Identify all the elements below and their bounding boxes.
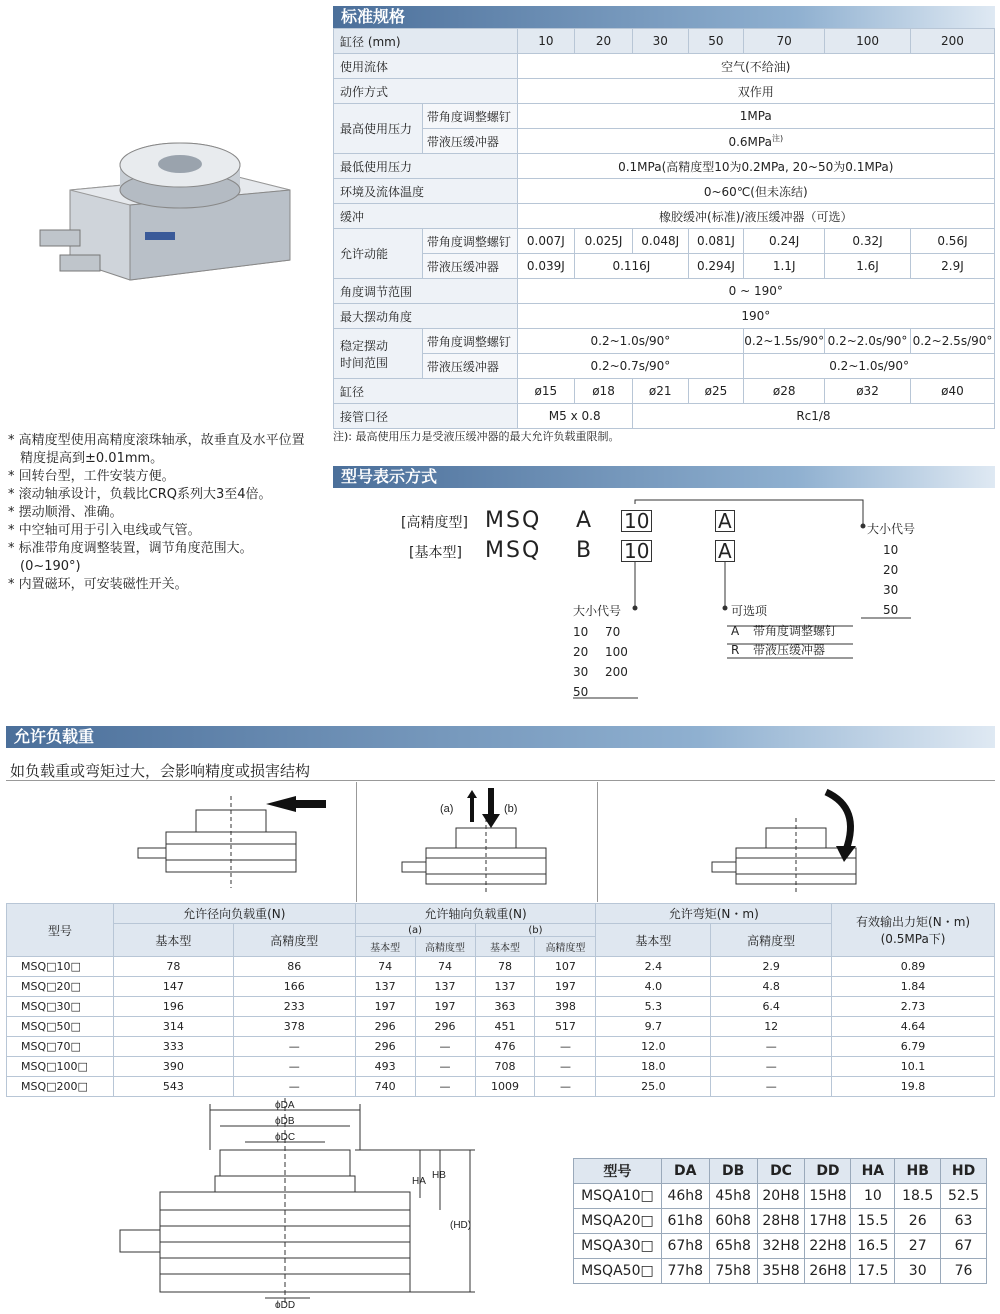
stable-value: 0.2~1.0s/90° [744, 354, 995, 379]
dimension-svg [110, 1098, 510, 1308]
value-cell: 543 [113, 1077, 233, 1097]
value-cell: 197 [355, 997, 415, 1017]
value-cell: 0.89 [832, 957, 995, 977]
load-body [7, 957, 995, 1097]
dim-header-cell: HB [895, 1159, 941, 1184]
energy-value: 0.24J [744, 229, 825, 254]
header-moment: 允许弯矩(N・m) [596, 904, 832, 924]
value-cell: 18.5 [895, 1184, 941, 1209]
size-value: 30 [573, 665, 589, 679]
max-angle-label: 最大摆动角度 [334, 304, 518, 329]
value-cell: — [535, 1037, 596, 1057]
value-cell: 314 [113, 1017, 233, 1037]
angle-range-value: 0 ~ 190° [517, 279, 994, 304]
dim-header-row [574, 1159, 987, 1184]
bore-value: 30 [632, 29, 688, 54]
value-cell: 9.7 [596, 1017, 711, 1037]
table-row [7, 977, 995, 997]
value-cell: 75h8 [709, 1259, 757, 1284]
value-cell: 15.5 [851, 1209, 895, 1234]
value-cell: 63 [941, 1209, 987, 1234]
option-desc: 带角度调整螺钉 [753, 624, 838, 638]
feature-item: * 高精度型使用高精度滚珠轴承，故垂直及水平位置精度提高到±0.01mm。 [8, 433, 305, 466]
value-cell: 296 [355, 1017, 415, 1037]
value-cell: 517 [535, 1017, 596, 1037]
spec-row-energy-damper [334, 254, 995, 279]
cyl-value: ø28 [744, 379, 825, 404]
energy-value: 0.007J [517, 229, 575, 254]
cushion-label: 缓冲 [334, 204, 518, 229]
spec-row-maxp-damper [334, 129, 995, 154]
option-title: 可选项 [731, 604, 768, 618]
value-cell: — [233, 1077, 355, 1097]
value-cell: 60h8 [709, 1209, 757, 1234]
header-model: 型号 [7, 904, 114, 957]
feature-list [8, 432, 308, 594]
value-cell: 76 [941, 1259, 987, 1284]
value-cell: 708 [475, 1057, 535, 1077]
option-code-box: A [715, 510, 735, 532]
value-cell: 147 [113, 977, 233, 997]
size-value: 70 [605, 625, 621, 639]
sub-label-screw: 带角度调整螺钉 [422, 104, 517, 129]
value-cell: 22H8 [805, 1234, 851, 1259]
value-cell: 296 [415, 1017, 475, 1037]
max-angle-value: 190° [517, 304, 994, 329]
value-cell: — [415, 1057, 475, 1077]
ha-label: HA [412, 1176, 426, 1187]
feature-item: * 回转台型，工件安装方便。 [8, 469, 175, 484]
header-basic: 基本型 [596, 924, 711, 957]
value-cell: 493 [355, 1057, 415, 1077]
table-row [574, 1184, 987, 1209]
load-header-row [7, 904, 995, 924]
feature-item: * 标准带角度调整装置，调节角度范围大。(0~190°) [8, 541, 253, 574]
table-row [7, 957, 995, 977]
energy-value: 0.32J [825, 229, 911, 254]
energy-value: 2.9J [910, 254, 994, 279]
cyl-value: ø25 [688, 379, 744, 404]
fluid-label: 使用流体 [334, 54, 518, 79]
bore-value: 70 [744, 29, 825, 54]
stable-label [334, 329, 423, 379]
spec-row-action [334, 79, 995, 104]
model-cell: MSQA30□ [574, 1234, 662, 1259]
spec-row-minp [334, 154, 995, 179]
value-cell: 4.0 [596, 977, 711, 997]
sub-label-damper: 带液压缓冲器 [422, 354, 517, 379]
value-cell: 107 [535, 957, 596, 977]
value-cell: 378 [233, 1017, 355, 1037]
size-value: 10 [573, 625, 589, 639]
value-cell: 77h8 [661, 1259, 709, 1284]
value-cell: 25.0 [596, 1077, 711, 1097]
dim-body [574, 1184, 987, 1284]
value-cell: 333 [113, 1037, 233, 1057]
sub-label-damper: 带液压缓冲器 [422, 129, 517, 154]
table-row [574, 1234, 987, 1259]
header-basic: 基本型 [475, 937, 535, 957]
value-cell: 46h8 [661, 1184, 709, 1209]
value-cell: 4.64 [832, 1017, 995, 1037]
maxp-damper-cell [517, 129, 994, 154]
value-cell: — [711, 1037, 832, 1057]
spec-section-title: 标准规格 [333, 6, 995, 28]
bore-value: 20 [575, 29, 633, 54]
port-label: 接管口径 [334, 404, 518, 429]
value-cell: 67h8 [661, 1234, 709, 1259]
spec-row-bore [334, 29, 995, 54]
value-cell: 86 [233, 957, 355, 977]
dimension-drawing [110, 1098, 510, 1308]
table-row [574, 1209, 987, 1234]
table-row [7, 1077, 995, 1097]
fluid-value: 空气(不给油) [517, 54, 994, 79]
value-cell: 78 [475, 957, 535, 977]
sub-label-damper: 带液压缓冲器 [422, 254, 517, 279]
spec-row-stable-damper [334, 354, 995, 379]
model-code-diagram [333, 492, 995, 707]
energy-value: 1.1J [744, 254, 825, 279]
table-row [7, 997, 995, 1017]
table-row [574, 1259, 987, 1284]
maxp-label: 最高使用压力 [334, 104, 423, 154]
value-cell: — [415, 1077, 475, 1097]
value-cell: 2.73 [832, 997, 995, 1017]
header-a: (a) [355, 924, 475, 937]
spec-row-port [334, 404, 995, 429]
option-code: R [731, 643, 740, 657]
load-subtitle: 如负载重或弯矩过大，会影响精度或损害结构 [10, 762, 311, 780]
sub-label-screw: 带角度调整螺钉 [422, 329, 517, 354]
series-code: MSQ [485, 538, 542, 563]
value-cell: 45h8 [709, 1184, 757, 1209]
header-torque [832, 904, 995, 957]
size2-list [883, 540, 898, 620]
feature-item: * 滚动轴承设计，负载比CRQ系列大3至4倍。 [8, 487, 272, 502]
model-cell: MSQA20□ [574, 1209, 662, 1234]
value-cell: — [711, 1057, 832, 1077]
size-list [573, 622, 643, 702]
spec-row-angle-range [334, 279, 995, 304]
value-cell: 6.79 [832, 1037, 995, 1057]
value-cell: 4.8 [711, 977, 832, 997]
value-cell: 20H8 [757, 1184, 805, 1209]
minp-value: 0.1MPa(高精度型10为0.2MPa, 20~50为0.1MPa) [517, 154, 994, 179]
size2-value: 30 [883, 583, 899, 597]
cyl-value: ø18 [575, 379, 633, 404]
cyl-label: 缸径 [334, 379, 518, 404]
moment-load-diagram [706, 788, 876, 892]
dim-header-cell: 型号 [574, 1159, 662, 1184]
value-cell: 26H8 [805, 1259, 851, 1284]
size2-value: 50 [883, 603, 899, 617]
high-precision-label: [高精度型] [401, 515, 468, 531]
model-section-title: 型号表示方式 [333, 466, 995, 488]
value-cell: 52.5 [941, 1184, 987, 1209]
table-row [7, 1057, 995, 1077]
dc-label: ϕDC [275, 1132, 296, 1143]
stable-value: 0.2~2.0s/90° [825, 329, 911, 354]
feature-item: * 中空轴可用于引入电线或气管。 [8, 523, 201, 538]
value-cell: 1.84 [832, 977, 995, 997]
value-cell: 61h8 [661, 1209, 709, 1234]
size-title: 大小代号 [573, 604, 622, 618]
value-cell: 15H8 [805, 1184, 851, 1209]
cushion-value: 橡胶缓冲(标准)/液压缓冲器（可选） [517, 204, 994, 229]
stable-value: 0.2~2.5s/90° [910, 329, 994, 354]
energy-label: 允许动能 [334, 229, 423, 279]
size-value: 50 [573, 685, 589, 699]
value-cell: 18.0 [596, 1057, 711, 1077]
value-cell: — [415, 1037, 475, 1057]
value-cell: 12 [711, 1017, 832, 1037]
value-cell: 363 [475, 997, 535, 1017]
sub-label-screw: 带角度调整螺钉 [422, 229, 517, 254]
type-b-code: B [576, 538, 592, 563]
value-cell: 476 [475, 1037, 535, 1057]
basic-label: [基本型] [409, 545, 462, 561]
cyl-value: ø40 [910, 379, 994, 404]
stable-label-line: 时间范围 [340, 355, 389, 370]
angle-range-label: 角度调节范围 [334, 279, 518, 304]
value-cell: 390 [113, 1057, 233, 1077]
size-value: 200 [605, 665, 628, 679]
value-cell: 74 [415, 957, 475, 977]
energy-value: 0.039J [517, 254, 575, 279]
model-cell: MSQ□100□ [7, 1057, 114, 1077]
size2-title: 大小代号 [867, 522, 916, 536]
header-basic: 基本型 [113, 924, 233, 957]
value-cell: 137 [355, 977, 415, 997]
size-code-box: 10 [621, 510, 652, 532]
stable-label-line: 稳定摆动 [340, 338, 389, 353]
stable-value: 0.2~1.0s/90° [517, 329, 744, 354]
value-cell: 10.1 [832, 1057, 995, 1077]
value-cell: — [233, 1057, 355, 1077]
value-cell: 67 [941, 1234, 987, 1259]
value-cell: 16.5 [851, 1234, 895, 1259]
model-cell: MSQ□50□ [7, 1017, 114, 1037]
energy-value: 0.116J [575, 254, 688, 279]
spec-row-temp [334, 179, 995, 204]
value-cell: 451 [475, 1017, 535, 1037]
header-axial: 允许轴向负载重(N) [355, 904, 596, 924]
option-code-box: A [715, 540, 735, 562]
value-cell: 398 [535, 997, 596, 1017]
value-cell: — [535, 1077, 596, 1097]
value-cell: 78 [113, 957, 233, 977]
stable-value: 0.2~1.5s/90° [744, 329, 825, 354]
size-code-box: 10 [621, 540, 652, 562]
torque-line: (0.5MPa下) [880, 932, 946, 946]
bore-value: 10 [517, 29, 575, 54]
dimension-table [573, 1158, 987, 1284]
size2-value: 20 [883, 563, 899, 577]
dd-label: ϕDD [275, 1300, 296, 1308]
dim-header-cell: DA [661, 1159, 709, 1184]
spec-row-cushion [334, 204, 995, 229]
spec-row-energy-screw [334, 229, 995, 254]
feature-item: * 摆动顺滑、准确。 [8, 505, 123, 520]
action-label: 动作方式 [334, 79, 518, 104]
model-cell: MSQ□20□ [7, 977, 114, 997]
option-row [731, 641, 825, 658]
stable-value: 0.2~0.7s/90° [517, 354, 744, 379]
dim-header-cell: DC [757, 1159, 805, 1184]
bore-value: 200 [910, 29, 994, 54]
energy-value: 0.081J [688, 229, 744, 254]
model-cell: MSQ□10□ [7, 957, 114, 977]
option-row [731, 622, 837, 639]
series-code: MSQ [485, 508, 542, 533]
spec-row-maxp-screw [334, 104, 995, 129]
value-cell: 65h8 [709, 1234, 757, 1259]
value-cell: 233 [233, 997, 355, 1017]
value-cell: 10 [851, 1184, 895, 1209]
size2-value: 10 [883, 543, 899, 557]
value-cell: 26 [895, 1209, 941, 1234]
model-cell: MSQ□30□ [7, 997, 114, 1017]
energy-value: 0.56J [910, 229, 994, 254]
spec-note: 注): 最高使用压力是受液压缓冲器的最大允许负载重限制。 [333, 430, 620, 443]
hb-label: HB [432, 1170, 446, 1181]
header-high: 高精度型 [233, 924, 355, 957]
value-cell: 166 [233, 977, 355, 997]
value-cell: 1009 [475, 1077, 535, 1097]
table-row [7, 1037, 995, 1057]
spec-row-max-angle [334, 304, 995, 329]
value-cell: 30 [895, 1259, 941, 1284]
value-cell: 27 [895, 1234, 941, 1259]
note-mark: 注) [771, 134, 784, 143]
load-table [6, 903, 995, 1097]
da-label: ϕDA [275, 1100, 295, 1111]
cyl-value: ø21 [632, 379, 688, 404]
header-b: (b) [475, 924, 596, 937]
energy-value: 1.6J [825, 254, 911, 279]
energy-value: 0.025J [575, 229, 633, 254]
cyl-value: ø15 [517, 379, 575, 404]
value-cell: — [535, 1057, 596, 1077]
spec-row-stable-screw [334, 329, 995, 354]
size-value: 20 [573, 645, 589, 659]
subtitle-divider [6, 780, 995, 781]
value-cell: 196 [113, 997, 233, 1017]
value-cell: 137 [415, 977, 475, 997]
model-cell: MSQA50□ [574, 1259, 662, 1284]
value-cell: 12.0 [596, 1037, 711, 1057]
spec-row-cyl [334, 379, 995, 404]
value-cell: 740 [355, 1077, 415, 1097]
product-image [30, 120, 300, 310]
torque-line: 有效输出力矩(N・m) [856, 915, 971, 929]
value-cell: 74 [355, 957, 415, 977]
temp-value: 0~60℃(但未冻结) [517, 179, 994, 204]
energy-value: 0.294J [688, 254, 744, 279]
value-cell: 35H8 [757, 1259, 805, 1284]
value-cell: — [233, 1037, 355, 1057]
header-basic: 基本型 [355, 937, 415, 957]
size-value: 100 [605, 645, 628, 659]
option-desc: 带液压缓冲器 [753, 643, 826, 657]
arrow-a-label: (a) [440, 803, 454, 815]
dim-header-cell: HD [941, 1159, 987, 1184]
maxp-damper-value: 0.6MPa [728, 135, 772, 149]
value-cell: 2.4 [596, 957, 711, 977]
value-cell: 5.3 [596, 997, 711, 1017]
diagram-divider [356, 782, 357, 902]
diagram-divider [597, 782, 598, 902]
bore-label: 缸径 (mm) [334, 29, 518, 54]
port-value: Rc1/8 [632, 404, 994, 429]
energy-value: 0.048J [632, 229, 688, 254]
value-cell: 6.4 [711, 997, 832, 1017]
value-cell: 17H8 [805, 1209, 851, 1234]
load-section-title: 允许负载重 [6, 726, 995, 748]
spec-table [333, 28, 995, 429]
db-label: ϕDB [275, 1116, 295, 1127]
value-cell: 197 [535, 977, 596, 997]
feature-item: * 内置磁环，可安装磁性开关。 [8, 577, 188, 592]
value-cell: 296 [355, 1037, 415, 1057]
minp-label: 最低使用压力 [334, 154, 518, 179]
header-high: 高精度型 [415, 937, 475, 957]
cyl-value: ø32 [825, 379, 911, 404]
model-cell: MSQA10□ [574, 1184, 662, 1209]
spec-row-fluid [334, 54, 995, 79]
bore-value: 50 [688, 29, 744, 54]
action-value: 双作用 [517, 79, 994, 104]
model-cell: MSQ□70□ [7, 1037, 114, 1057]
value-cell: 19.8 [832, 1077, 995, 1097]
value-cell: 137 [475, 977, 535, 997]
value-cell: 17.5 [851, 1259, 895, 1284]
bore-value: 100 [825, 29, 911, 54]
arrow-b-label: (b) [504, 803, 518, 815]
type-a-code: A [576, 508, 592, 533]
option-code: A [731, 624, 740, 638]
maxp-screw-value: 1MPa [517, 104, 994, 129]
port-value: M5 x 0.8 [517, 404, 632, 429]
hd-label: (HD) [450, 1220, 472, 1231]
header-high: 高精度型 [535, 937, 596, 957]
table-row [7, 1017, 995, 1037]
temp-label: 环境及流体温度 [334, 179, 518, 204]
header-radial: 允许径向负载重(N) [113, 904, 355, 924]
dim-header-cell: HA [851, 1159, 895, 1184]
value-cell: 197 [415, 997, 475, 1017]
value-cell: — [711, 1077, 832, 1097]
radial-load-diagram [126, 792, 326, 892]
axial-load-diagram [396, 788, 566, 892]
dim-header-cell: DD [805, 1159, 851, 1184]
load-diagrams [6, 782, 995, 902]
dim-header-cell: DB [709, 1159, 757, 1184]
value-cell: 2.9 [711, 957, 832, 977]
model-cell: MSQ□200□ [7, 1077, 114, 1097]
header-high: 高精度型 [711, 924, 832, 957]
value-cell: 32H8 [757, 1234, 805, 1259]
value-cell: 28H8 [757, 1209, 805, 1234]
